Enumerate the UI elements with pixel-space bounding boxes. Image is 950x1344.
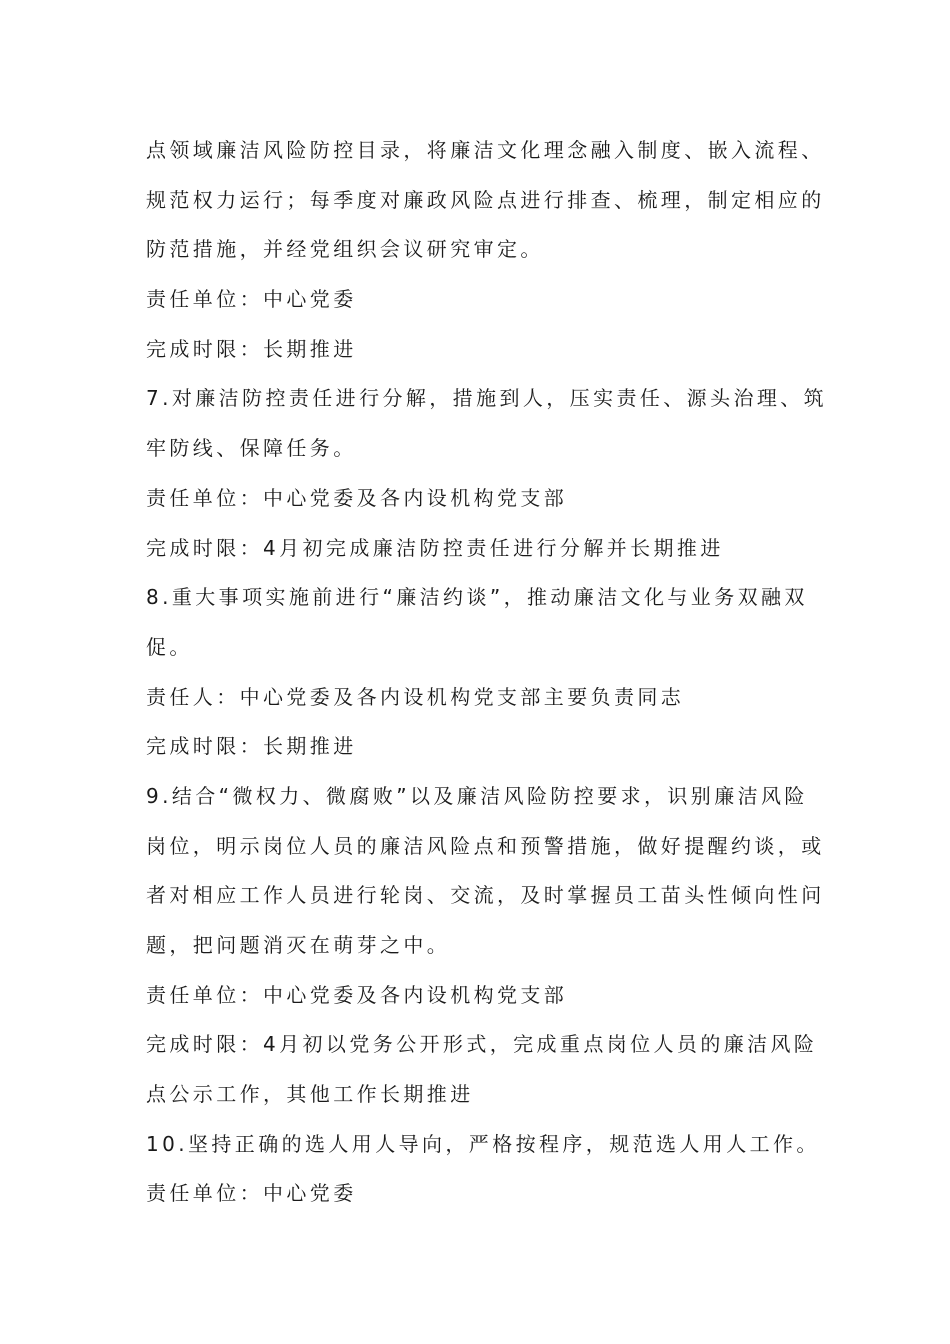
deadline-line: 完成时限：长期推进 bbox=[146, 336, 357, 361]
deadline-line: 完成时限：长期推进 bbox=[146, 734, 357, 759]
text-line: 者对相应工作人员进行轮岗、交流，及时掌握员工苗头性倾向性问 bbox=[146, 883, 825, 908]
document-body bbox=[146, 126, 828, 1219]
item-9-line: 9.结合“微权力、微腐败”以及廉洁风险防控要求，识别廉洁风险 bbox=[146, 783, 808, 808]
responsible-person-line: 责任人：中心党委及各内设机构党支部主要负责同志 bbox=[146, 684, 685, 709]
responsible-unit-line: 责任单位：中心党委及各内设机构党支部 bbox=[146, 485, 568, 510]
deadline-line: 完成时限：4月初以党务公开形式，完成重点岗位人员的廉洁风险 bbox=[146, 1032, 818, 1057]
text-line: 防范措施，并经党组织会议研究审定。 bbox=[146, 237, 544, 262]
text-line: 规范权力运行；每季度对廉政风险点进行排查、梳理，制定相应的 bbox=[146, 187, 825, 212]
item-7-line: 7.对廉洁防控责任进行分解，措施到人，压实责任、源头治理、筑 bbox=[146, 386, 828, 411]
text-line: 岗位，明示岗位人员的廉洁风险点和预警措施，做好提醒约谈，或 bbox=[146, 833, 825, 858]
text-line: 牢防线、保障任务。 bbox=[146, 436, 357, 461]
responsible-unit-line: 责任单位：中心党委 bbox=[146, 1181, 357, 1206]
text-line: 点公示工作，其他工作长期推进 bbox=[146, 1082, 474, 1107]
item-8-line: 8.重大事项实施前进行“廉洁约谈”，推动廉洁文化与业务双融双 bbox=[146, 585, 808, 610]
responsible-unit-line: 责任单位：中心党委及各内设机构党支部 bbox=[146, 982, 568, 1007]
responsible-unit-line: 责任单位：中心党委 bbox=[146, 287, 357, 312]
item-10-line: 10.坚持正确的选人用人导向，严格按程序，规范选人用人工作。 bbox=[146, 1131, 820, 1156]
text-line: 促。 bbox=[146, 634, 193, 659]
text-line: 题，把问题消灭在萌芽之中。 bbox=[146, 933, 451, 957]
text-line: 点领域廉洁风险防控目录，将廉洁文化理念融入制度、嵌入流程、 bbox=[146, 138, 825, 162]
deadline-line: 完成时限：4月初完成廉洁防控责任进行分解并长期推进 bbox=[146, 535, 724, 560]
